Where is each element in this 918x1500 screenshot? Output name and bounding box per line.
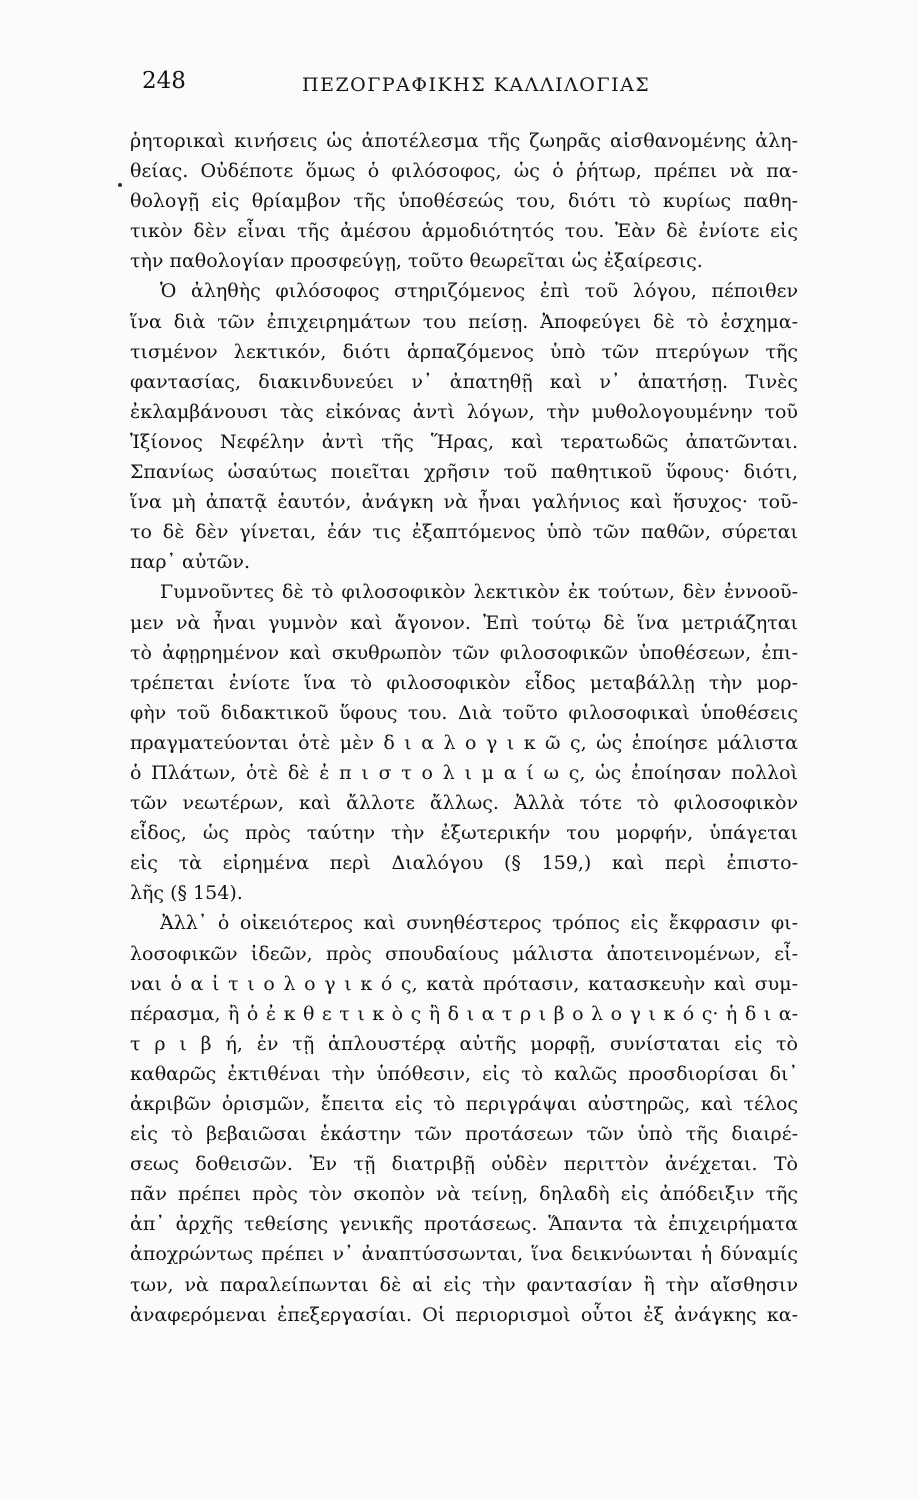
text-line: τ ρ ι β ή, ἐν τῇ ἁπλουστέρᾳ αὐτῆς μορφῇ, συνίσταται εἰς τὸ	[130, 1032, 798, 1055]
page-header	[142, 68, 802, 108]
text-line: Ὁ ἀληθὴς φιλόσοφος στηριζόμενος ἐπὶ τοῦ λόγου, πέποιθεν	[160, 280, 798, 303]
text-line: εἰς τὸ βεβαιῶσαι ἑκάστην τῶν προτάσεων τῶν ὑπὸ τῆς διαιρέ-	[130, 1123, 798, 1146]
text-line: το δὲ δὲν γίνεται, ἐάν τις ἐξαπτόμενος ὑπὸ τῶν παθῶν, σύρεται	[130, 521, 798, 544]
text-line: Σπανίως ὡσαύτως ποιεῖται χρῆσιν τοῦ παθητικοῦ ὕφους· διότι,	[130, 461, 798, 484]
text-line: μεν νὰ ἦναι γυμνὸν καὶ ἄγονον. Ἐπὶ τούτῳ δὲ ἵνα μετριάζηται	[130, 611, 798, 634]
text-line: πέρασμα, ἢ ὁ ἐ κ θ ε τ ι κ ὸ ς ἢ δ ι α τ ρ ι β ο λ ο γ ι κ ό ς· ἡ δ ι α-	[130, 1002, 798, 1025]
text-line: ὁ Πλάτων, ὁτὲ δὲ ἐ π ι σ τ ο λ ι μ α ί ω ς, ὡς ἐποίησαν πολλοὶ	[130, 761, 798, 784]
text-line: Γυμνοῦντες δὲ τὸ φιλοσοφικὸν λεκτικὸν ἐκ τούτων, δὲν ἐννοοῦ-	[160, 581, 798, 604]
text-line: Ἰξίονος Νεφέλην ἀντὶ τῆς Ἥρας, καὶ τερατωδῶς ἀπατῶνται.	[130, 430, 798, 453]
text-line: ἵνα διὰ τῶν ἐπιχειρημάτων του πείσῃ. Ἀποφεύγει δὲ τὸ ἐσχημα-	[130, 310, 798, 333]
text-line: ῥητορικαὶ κινήσεις ὡς ἀποτέλεσμα τῆς ζωηρᾶς αἰσθανομένης ἀλη-	[130, 130, 798, 152]
running-title: ΠΕΖΟΓΡΑΦΙΚΗΣ ΚΑΛΛΙΛΟΓΙΑΣ	[302, 74, 651, 96]
text-line: ἀποχρώντως πρέπει ν᾽ ἀναπτύσσωνται, ἵνα δεικνύωνται ἡ δύναμίς	[130, 1243, 798, 1266]
text-line: τικὸν δὲν εἶναι τῆς ἀμέσου ἁρμοδιότητός του. Ἐὰν δὲ ἐνίοτε εἰς	[130, 220, 798, 243]
text-line: τὴν παθολογίαν προσφεύγῃ, τοῦτο θεωρεῖται ὡς ἐξαίρεσις.	[130, 250, 703, 273]
paragraph	[130, 908, 798, 1329]
text-line: τὸ ἀφῃρημένον καὶ σκυθρωπὸν τῶν φιλοσοφικῶν ὑποθέσεων, ἐπι-	[130, 641, 798, 664]
text-line: παρ᾽ αὐτῶν.	[130, 551, 251, 574]
text-line: ἐκλαμβάνουσι τὰς εἰκόνας ἀντὶ λόγων, τὴν μυθολογουμένην τοῦ	[130, 400, 798, 423]
text-line: θολογῇ εἰς θρίαμβον τῆς ὑποθέσεώς του, διότι τὸ κυρίως παθη-	[130, 190, 798, 213]
text-line: τισμένον λεκτικόν, διότι ἁρπαζόμενος ὑπὸ τῶν πτερύγων τῆς	[130, 340, 798, 363]
text-line: ἀκριβῶν ὁρισμῶν, ἔπειτα εἰς τὸ περιγράψαι αὐστηρῶς, καὶ τέλος	[130, 1093, 798, 1115]
paragraph	[130, 577, 798, 908]
paragraph	[130, 126, 798, 276]
text-line: πραγματεύονται ὁτὲ μὲν δ ι α λ ο γ ι κ ῶ ς, ὡς ἐποίησε μάλιστα	[130, 731, 798, 754]
text-line: ἀναφερόμεναι ἐπεξεργασίαι. Οἱ περιορισμοὶ οὗτοι ἐξ ἀνάγκης κα-	[130, 1303, 798, 1326]
text-line: φαντασίας, διακινδυνεύει ν᾽ ἀπατηθῇ καὶ ν᾽ ἀπατήσῃ. Τινὲς	[130, 370, 798, 393]
text-line: καθαρῶς ἐκτιθέναι τὴν ὑπόθεσιν, εἰς τὸ καλῶς προσδιορίσαι δι᾽	[130, 1062, 798, 1085]
text-line: τρέπεται ἐνίοτε ἵνα τὸ φιλοσοφικὸν εἶδος μεταβάλλῃ τὴν μορ-	[130, 671, 798, 694]
text-line: θείας. Οὐδέποτε ὅμως ὁ φιλόσοφος, ὡς ὁ ῥήτωρ, πρέπει νὰ πα-	[130, 160, 798, 183]
text-line: εἶδος, ὡς πρὸς ταύτην τὴν ἐξωτερικήν του μορφήν, ὑπάγεται	[130, 822, 798, 845]
text-line: λῆς (§ 154).	[130, 882, 243, 905]
ink-speck	[118, 183, 122, 187]
text-line: πᾶν πρέπει πρὸς τὸν σκοπὸν νὰ τείνῃ, δηλαδὴ εἰς ἀπόδειξιν τῆς	[130, 1183, 798, 1206]
page-number: 248	[142, 68, 186, 94]
body-text	[130, 126, 798, 1330]
text-line: σεως δοθεισῶν. Ἐν τῇ διατριβῇ οὐδὲν περιττὸν ἀνέχεται. Τὸ	[130, 1153, 798, 1176]
text-line: ἀπ᾽ ἀρχῆς τεθείσης γενικῆς προτάσεως. Ἅπαντα τὰ ἐπιχειρήματα	[130, 1213, 798, 1236]
text-line: τῶν νεωτέρων, καὶ ἄλλοτε ἄλλως. Ἀλλὰ τότε τὸ φιλοσοφικὸν	[130, 792, 798, 815]
text-line: ναι ὁ α ἰ τ ι ο λ ο γ ι κ ό ς, κατὰ πρότασιν, κατασκευὴν καὶ συμ-	[130, 972, 798, 995]
text-line: Ἀλλ᾽ ὁ οἰκειότερος καὶ συνηθέστερος τρόπος εἰς ἔκφρασιν φι-	[160, 912, 798, 935]
text-line: εἰς τὰ εἰρημένα περὶ Διαλόγου (§ 159,) καὶ περὶ ἐπιστο-	[130, 852, 798, 875]
text-line: ἵνα μὴ ἀπατᾷ ἑαυτόν, ἀνάγκη νὰ ἦναι γαλήνιος καὶ ἥσυχος· τοῦ-	[130, 491, 798, 514]
text-line: των, νὰ παραλείπωνται δὲ αἱ εἰς τὴν φαντασίαν ἢ τὴν αἴσθησιν	[130, 1273, 798, 1296]
text-line: λοσοφικῶν ἰδεῶν, πρὸς σπουδαίους μάλιστα ἀποτεινομένων, εἶ-	[130, 942, 798, 965]
text-line: φὴν τοῦ διδακτικοῦ ὕφους του. Διὰ τοῦτο φιλοσοφικαὶ ὑποθέσεις	[130, 701, 798, 724]
paragraph	[130, 276, 798, 577]
